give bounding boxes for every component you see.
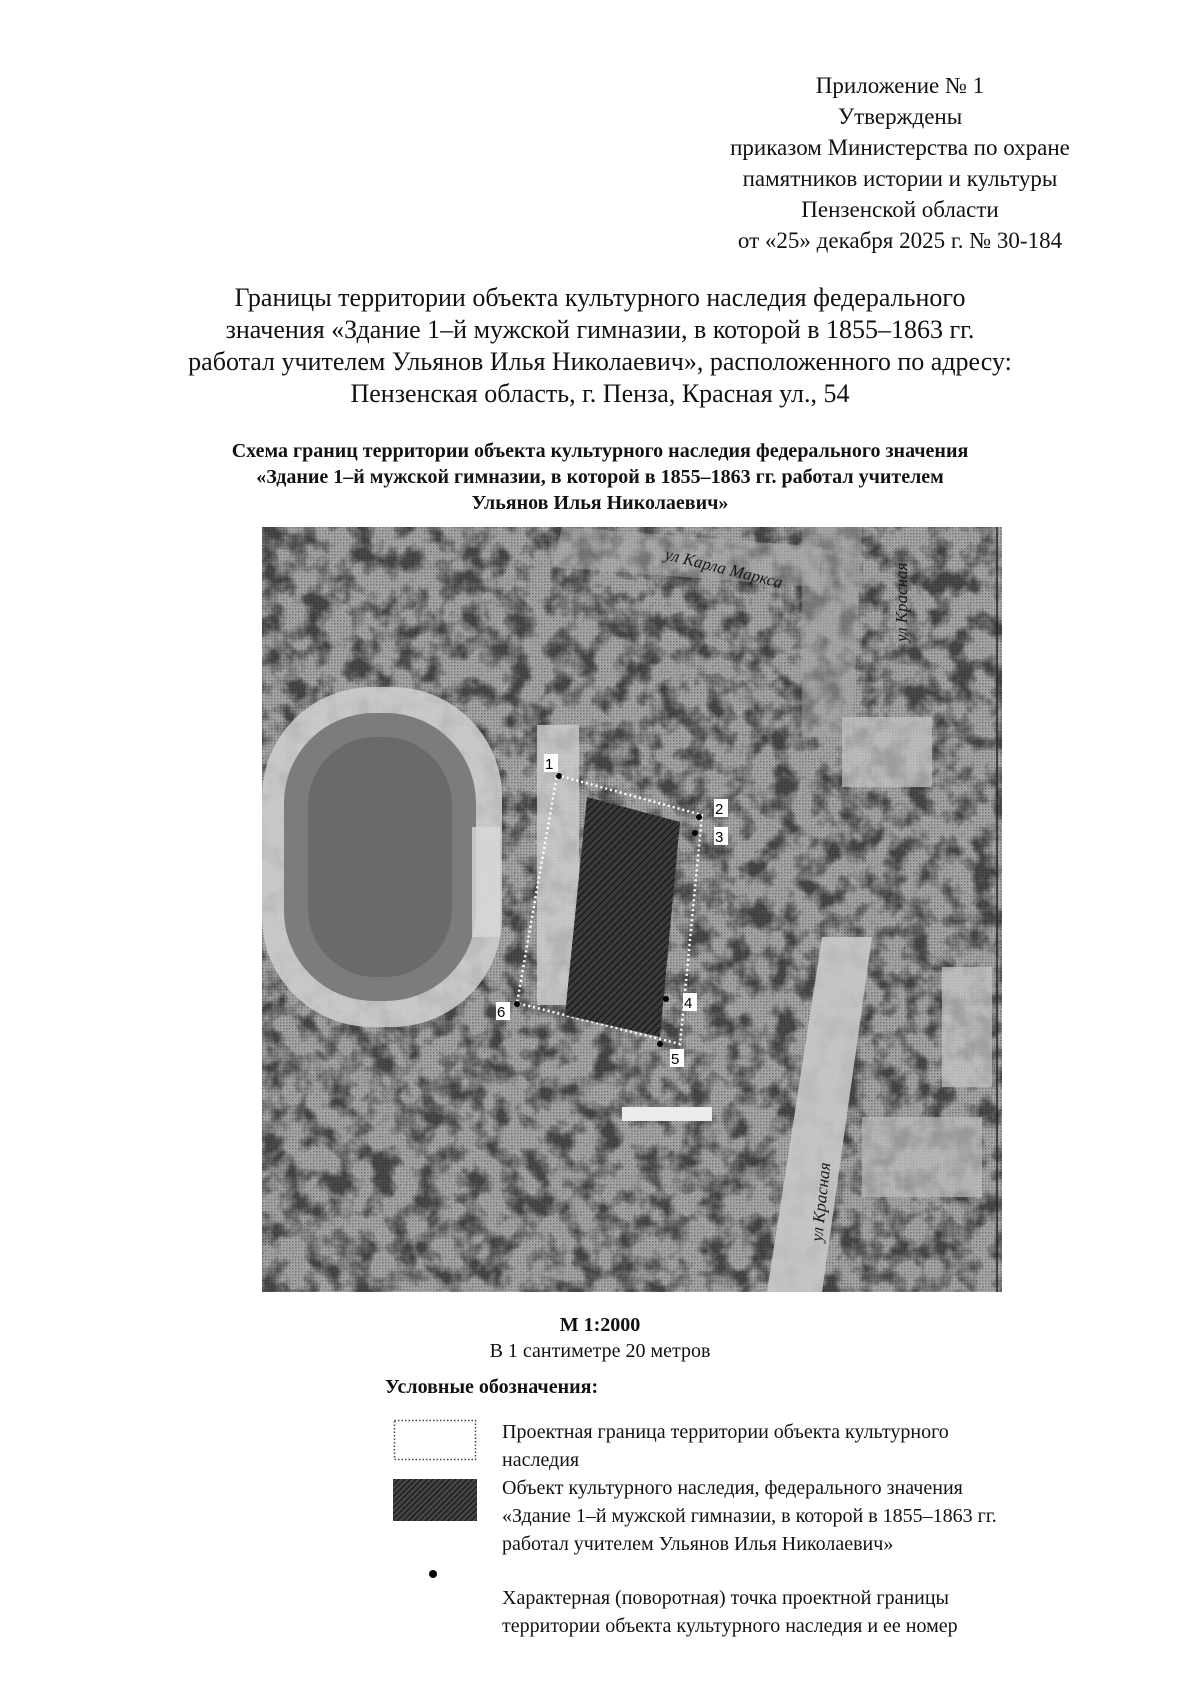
map-scale (400, 1312, 800, 1364)
map-svg (262, 527, 1002, 1292)
legend-item-point (502, 1584, 1132, 1640)
svg-text:2: 2 (715, 801, 724, 818)
legend-line: территории объекта культурного наследия и ее номер (502, 1615, 958, 1637)
title-line: Пензенская область, г. Пенза, Красная ул., 54 (350, 379, 850, 408)
street-label-krasnaya-top: ул Красная (892, 562, 911, 642)
document-title (80, 282, 1120, 410)
svg-text:3: 3 (715, 829, 724, 846)
legend-line: «Здание 1–й мужской гимназии, в которой в 1855–1863 гг. (502, 1505, 997, 1527)
svg-text:5: 5 (671, 1051, 680, 1068)
scheme-title-line: Схема границ территории объекта культурного наследия федерального значения (231, 440, 969, 462)
legend-line: Объект культурного наследия, федерального значения (502, 1477, 963, 1499)
svg-text:4: 4 (684, 995, 693, 1012)
legend-line: Проектная граница территории объекта культурного (502, 1421, 949, 1443)
appendix-line: Пензенской области (801, 197, 999, 222)
legend-line: работал учителем Ульянов Илья Николаевич» (502, 1533, 894, 1555)
stadium (262, 687, 502, 1027)
street-label-krasnaya-bottom: ул Красная (807, 1161, 835, 1243)
scheme-title (100, 438, 1100, 516)
appendix-line: памятников истории и культуры (742, 166, 1058, 191)
legend-point-symbol (427, 1568, 439, 1580)
legend-object-symbol (393, 1479, 477, 1521)
legend-item-boundary (502, 1418, 1132, 1474)
appendix-line: Приложение № 1 (815, 73, 985, 98)
boundary-map (262, 527, 1002, 1292)
appendix-line: приказом Министерства по охране (730, 135, 1070, 160)
title-line: значения «Здание 1–й мужской гимназии, в которой в 1855–1863 гг. (225, 315, 975, 344)
scale-ratio: М 1:2000 (559, 1314, 641, 1336)
svg-text:1: 1 (545, 756, 554, 773)
legend-line: наследия (502, 1449, 580, 1471)
legend-line: Характерная (поворотная) точка проектной границы (502, 1587, 949, 1609)
appendix-line: Утверждены (837, 104, 963, 129)
appendix-block (680, 70, 1120, 256)
legend-title: Условные обозначения: (385, 1376, 599, 1398)
scheme-title-line: «Здание 1–й мужской гимназии, в которой в 1855–1863 гг. работал учителем (256, 466, 944, 488)
appendix-line: от «25» декабря 2025 г. № 30-184 (737, 228, 1063, 253)
title-line: работал учителем Ульянов Илья Николаевич», расположенного по адресу: (188, 347, 1012, 376)
scale-description: В 1 сантиметре 20 метров (489, 1340, 711, 1362)
title-line: Границы территории объекта культурного наследия федерального (234, 283, 966, 312)
legend-item-object (502, 1474, 1132, 1558)
svg-text:6: 6 (497, 1004, 506, 1021)
scheme-title-line: Ульянов Илья Николаевич» (471, 492, 729, 514)
street-label-karl-marx: ул Карла Маркса (663, 544, 785, 593)
legend-boundary-symbol (393, 1419, 477, 1461)
